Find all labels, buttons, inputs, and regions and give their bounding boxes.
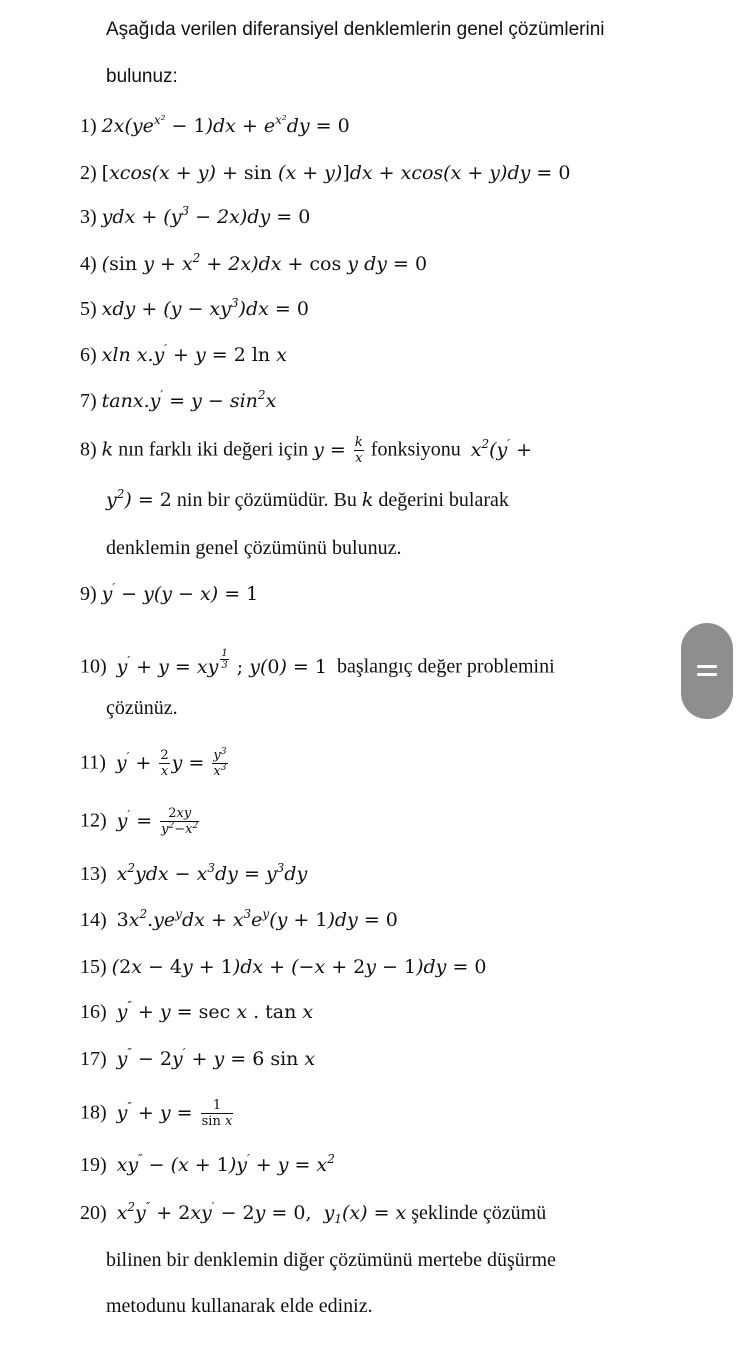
problem-10-cont: çözünüz.	[106, 697, 178, 719]
problem-12: 12) y′ = $\frac{2xy}{y^2-x^2}$	[80, 806, 199, 837]
problem-number: 8)	[80, 438, 97, 461]
problem-11: 11) y′ + $\frac{2}{x}$ y = $\frac{y^3}{x^3}$	[80, 747, 227, 779]
problem-number: 11)	[80, 751, 106, 774]
problem-number: 9)	[80, 583, 97, 605]
problem-20-cont-2: metodunu kullanarak elde ediniz.	[106, 1295, 373, 1317]
scroll-handle-icon[interactable]	[681, 623, 733, 719]
problem-15: 15) (2x − 4y + 1)dx + (−x + 2y − 1)dy = 0	[80, 956, 487, 978]
problem-5: 5) xdy + $(y - xy^3)dx = 0$	[80, 296, 309, 320]
problem-number: 4)	[80, 253, 97, 275]
problem-8-text-a: nın farklı iki değeri için	[118, 438, 309, 461]
problem-number: 10)	[80, 655, 107, 678]
problem-10-text-a: başlangıç değer problemini	[336, 655, 555, 678]
problem-8-text-d: değerini bularak	[378, 489, 509, 511]
problem-20: 20) $x^2y'' + 2xy' - 2y = 0$, $y_1(x) = x$ şeklinde çözümü	[80, 1200, 547, 1226]
problem-number: 2)	[80, 162, 97, 184]
problem-8-cont-2: denklemin genel çözümünü bulunuz.	[106, 537, 402, 559]
problem-number: 18)	[80, 1101, 107, 1124]
problem-8-cont-1: $y^2) = 2$ nin bir çözümüdür. Bu k değerini bularak	[106, 487, 509, 511]
problem-8: 8) k nın farklı iki değeri için y = $\frac{k}{x}$ fonksiyonu $x^2(y'$ +	[80, 435, 532, 466]
intro-line-2: bulunuz:	[106, 66, 178, 87]
problem-10: 10) y′ + y = xy $^{\frac{1}{3}}$ ; y(0) = 1 başlangıç değer problemini	[80, 648, 555, 678]
problem-number: 6)	[80, 344, 97, 366]
problem-number: 1)	[80, 115, 97, 137]
problem-20-cont-1: bilinen bir denklemin diğer çözümünü mertebe düşürme	[106, 1249, 556, 1271]
intro-line-1: Aşağıda verilen diferansiyel denklemlerin genel çözümlerini	[106, 19, 605, 40]
problem-3: 3) ydx + $(y^3 - 2x)dy = 0$	[80, 204, 311, 228]
problem-number: 17)	[80, 1048, 107, 1070]
problem-6: 6) xln x.y′ + y = 2 ln x	[80, 342, 287, 366]
problem-20-text-a: şeklinde çözümü	[411, 1202, 547, 1224]
problem-8-text-b: fonksiyonu	[370, 438, 461, 461]
problem-14: 14) $3x^2.ye^ydx + x^3e^y(y + 1)dy = 0$	[80, 907, 398, 931]
problem-number: 13)	[80, 863, 107, 885]
handle-grip-line	[697, 665, 717, 668]
problem-number: 20)	[80, 1202, 107, 1224]
problem-19: 19) $xy'' - (x + 1)y' + y = x^2$	[80, 1152, 335, 1176]
problem-8-text-c: nin bir çözümüdür. Bu	[176, 489, 357, 511]
problem-number: 5)	[80, 298, 97, 320]
problem-number: 7)	[80, 390, 97, 412]
problem-13: 13) $x^2ydx - x^3dy = y^3dy$	[80, 861, 308, 885]
problem-number: 19)	[80, 1154, 107, 1176]
problem-number: 3)	[80, 206, 97, 228]
problem-4: 4) (sin $y + x^2 + 2x)dx + \cos y$ dy = 0	[80, 251, 428, 275]
problem-number: 14)	[80, 909, 107, 931]
problem-9: 9) y′ − y(y − x) = 1	[80, 581, 259, 605]
problem-7: 7) $\tan x.y' = y - \sin^2x$	[80, 388, 277, 412]
problem-1: 1) $2x(ye^{x^2} - 1)dx + e^{x^2}dy = 0$	[80, 113, 350, 137]
problem-17: 17) y″ − 2y′ + y = 6 sin x	[80, 1046, 316, 1070]
problem-18: 18) y″ + y = $\frac{1}{\text{sin x}}$	[80, 1098, 233, 1129]
problem-number: 12)	[80, 809, 107, 832]
problem-16: 16) y″ + y = sec x . tan x	[80, 999, 314, 1023]
handle-grip-line	[697, 673, 717, 676]
problem-number: 15)	[80, 956, 107, 978]
problem-number: 16)	[80, 1001, 107, 1023]
problem-2: 2) [xcos(x + y) + sin (x + y)]dx + xcos(x + y)dy = 0	[80, 162, 571, 184]
